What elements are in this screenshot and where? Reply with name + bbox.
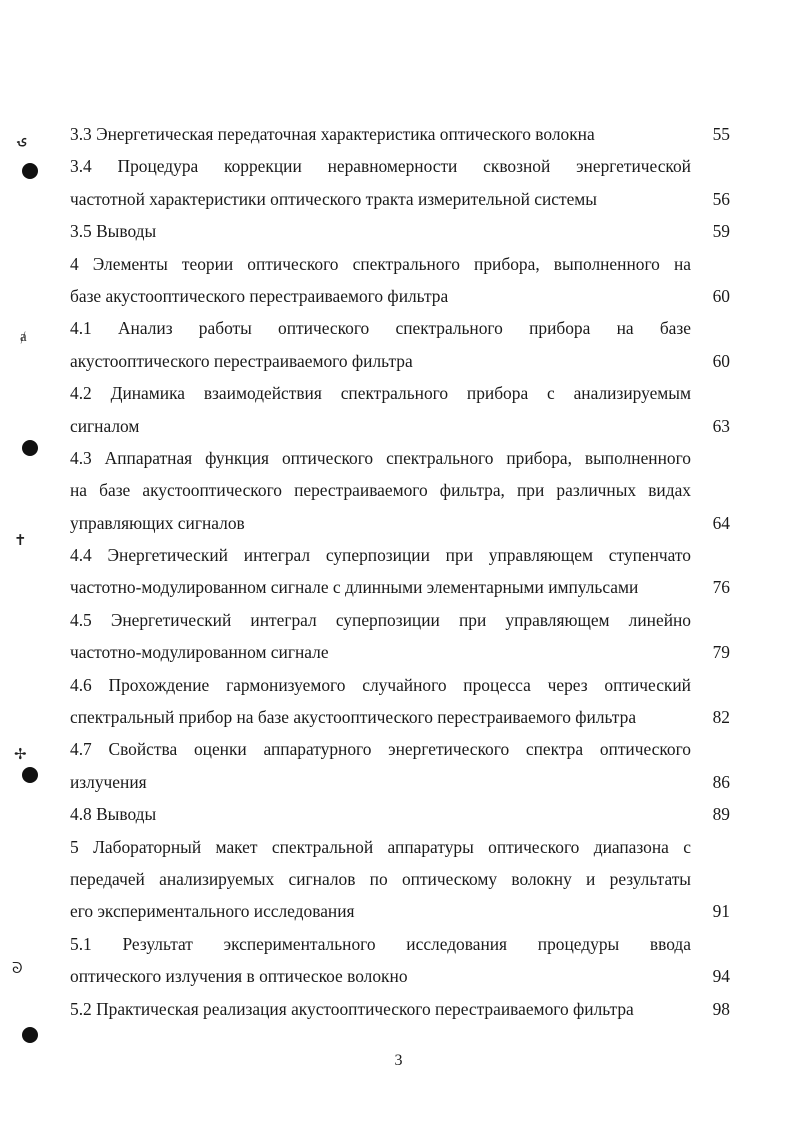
toc-entry-line: 4.3 Аппаратная функция оптического спектрального прибора, выполненного [70,447,691,468]
toc-page-number: 64 [712,512,730,533]
binding-hole-dot [22,163,38,179]
toc-entry-line: 4.6 Прохождение гармонизуемого случайного процесса через оптический [70,674,691,695]
toc-entry-line: 5.1 Результат экспериментального исследования процедуры ввода [70,933,691,954]
toc-entry [70,798,730,830]
toc-entry-line: 4.8 Выводы [70,804,157,825]
toc-entry [70,604,730,669]
toc-page-number: 59 [712,221,730,242]
toc-entry [70,248,730,313]
binding-hole-dot [22,440,38,456]
toc-entry-line: 5.2 Практическая реализация акустооптического перестраиваемого фильтра [70,998,634,1019]
toc-page-number: 82 [712,707,730,728]
page-number-footer: 3 [394,1052,403,1069]
toc-entry-line: сигналом [70,415,140,436]
scan-artifact-mark: ⱥ [20,329,27,345]
toc-entry-line: 3.5 Выводы [70,221,157,242]
toc-entry-line: излучения [70,771,147,792]
toc-entry [70,539,730,604]
scan-artifact-mark: ✢ [14,747,27,763]
toc-page-number: 89 [712,804,730,825]
binding-hole-dot [22,1027,38,1043]
table-of-contents [70,118,730,1025]
toc-entry-line: спектральный прибор на базе акустооптического перестраиваемого фильтра [70,707,637,728]
toc-entry [70,377,730,442]
toc-entry [70,928,730,993]
toc-entry-line: передачей анализируемых сигналов по оптическому волокну и результаты [70,868,691,889]
toc-entry-line: 4.2 Динамика взаимодействия спектрального прибора с анализируемым [70,383,691,404]
scan-artifact-mark: ✝ [14,533,27,549]
binding-hole-dot [22,767,38,783]
toc-entry-line: управляющих сигналов [70,512,245,533]
toc-page-number: 94 [712,966,730,987]
toc-page-number: 76 [712,577,730,598]
toc-entry-line: на базе акустооптического перестраиваемого фильтра, при различных видах [70,480,691,501]
scan-artifact-mark: ۍ [18,132,27,148]
toc-entry [70,312,730,377]
toc-entry-line: базе акустооптического перестраиваемого фильтра [70,285,449,306]
toc-entry [70,831,730,928]
toc-entry-line: 3.3 Энергетическая передаточная характеристика оптического волокна [70,124,595,144]
toc-entry-line: 5 Лабораторный макет спектральной аппаратуры оптического диапазона с [70,836,691,857]
toc-entry-line: акустооптического перестраиваемого фильтра [70,350,413,371]
toc-page-number: 86 [712,771,730,792]
toc-page-number: 91 [712,901,730,922]
toc-entry [70,118,730,150]
toc-entry-line: частотно-модулированном сигнале с длинными элементарными импульсами [70,577,639,598]
toc-entry [70,669,730,734]
toc-entry [70,993,730,1025]
toc-entry-line: 4.1 Анализ работы оптического спектрального прибора на базе [70,318,691,339]
toc-entry-line: 4.7 Свойства оценки аппаратурного энергетического спектра оптического [70,739,691,760]
toc-entry-line: 3.4 Процедура коррекции неравномерности сквозной энергетической [70,156,691,177]
toc-entry [70,442,730,539]
toc-entry-line: 4.4 Энергетический интеграл суперпозиции при управляющем ступенчато [70,545,691,566]
toc-entry [70,215,730,247]
toc-entry-line: частотной характеристики оптического тракта измерительной системы [70,188,597,209]
scan-artifact-mark: ᘐ [12,961,23,977]
toc-page-number: 63 [712,415,730,436]
toc-entry-line: его экспериментального исследования [70,901,355,922]
toc-entry-line: частотно-модулированном сигнале [70,642,329,663]
toc-page-number: 60 [712,350,730,371]
toc-entry-line: 4.5 Энергетический интеграл суперпозиции при управляющем линейно [70,609,691,630]
toc-entry [70,733,730,798]
toc-page-number: 98 [712,998,730,1019]
toc-page-number: 56 [712,188,730,209]
toc-page-number: 60 [712,285,730,306]
toc-entry-line: 4 Элементы теории оптического спектрального прибора, выполненного на [70,253,691,274]
toc-page-number: 79 [712,642,730,663]
toc-entry-line: оптического излучения в оптическое волокно [70,966,408,987]
toc-entry [70,150,730,215]
toc-page-number: 55 [712,124,730,144]
